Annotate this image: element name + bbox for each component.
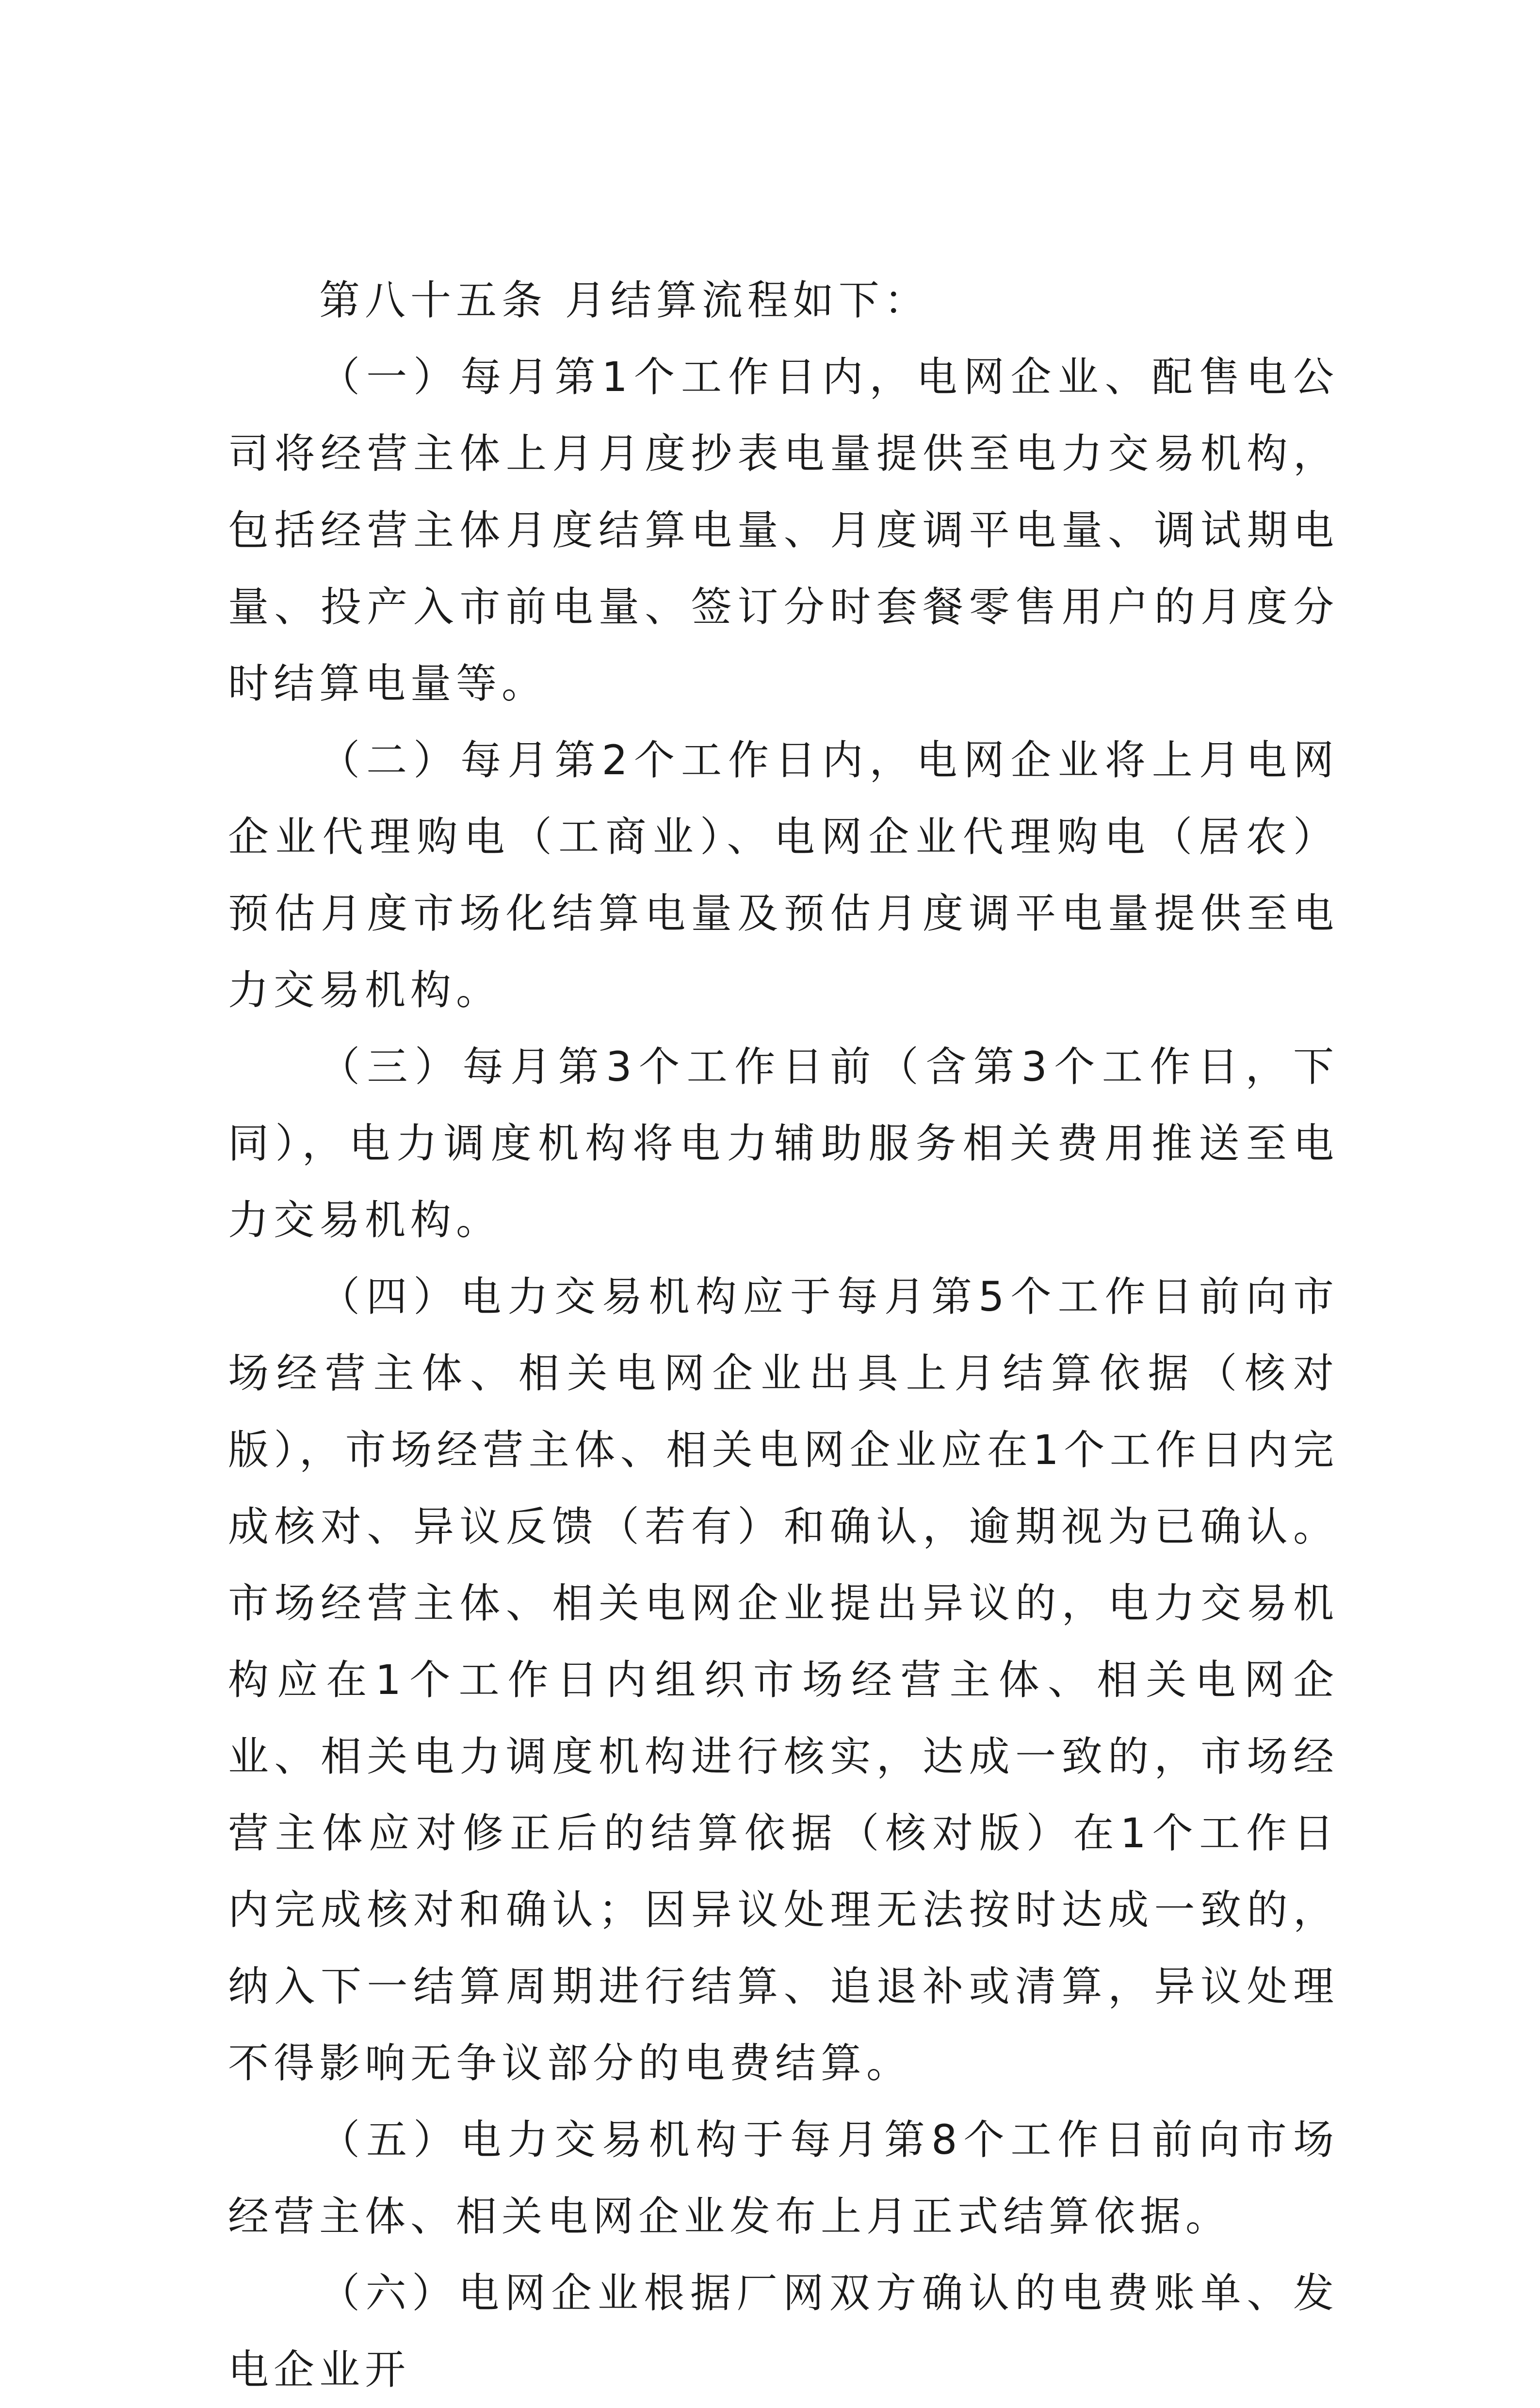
clause-6: （六）电网企业根据厂网双方确认的电费账单、发电企业开 <box>228 2269 1339 2393</box>
clause-4: （四）电力交易机构应于每月第5个工作日前向市场经营主体、相关电网企业出具上月结算依据（核对版），市场经营主体、相关电网企业应在1个工作日内完成核对、异议反馈（若有）和确认，逾期视为已确认。市场经营主体、相关电网企业提出异议的，电力交易机构应在1个工作日内组织市场经营主体、相关电网企业、相关电力调度机构进行核实，达成一致的，市场经营主体应对修正后的结算依据（核对版）在1个工作日内完成核对和确认；因异议处理无法按时达成一致的，纳入下一结算周期进行结算、追退补或清算，异议处理不得影响无争议部分的电费结算。 <box>228 1273 1339 2087</box>
article-heading: 第八十五条 月结算流程如下： <box>319 277 930 324</box>
document-body <box>228 262 1339 2408</box>
clause-1: （一）每月第1个工作日内，电网企业、配售电公司将经营主体上月月度抄表电量提供至电力交易机构，包括经营主体月度结算电量、月度调平电量、调试期电量、投产入市前电量、签订分时套餐零售用户的月度分时结算电量等。 <box>228 353 1339 707</box>
clause-3: （三）每月第3个工作日前（含第3个工作日，下同），电力调度机构将电力辅助服务相关费用推送至电力交易机构。 <box>228 1043 1339 1244</box>
clause-2: （二）每月第2个工作日内，电网企业将上月电网企业代理购电（工商业）、电网企业代理购电（居农）预估月度市场化结算电量及预估月度调平电量提供至电力交易机构。 <box>228 736 1339 1014</box>
clause-5: （五）电力交易机构于每月第8个工作日前向市场经营主体、相关电网企业发布上月正式结算依据。 <box>228 2116 1339 2240</box>
